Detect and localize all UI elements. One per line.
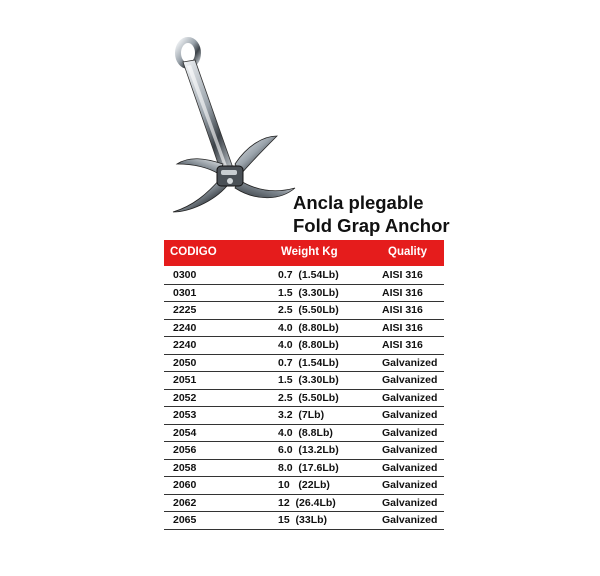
cell-quality: AISI 316 bbox=[382, 339, 423, 351]
header-weight: Weight Kg bbox=[281, 246, 338, 258]
cell-code: 2054 bbox=[173, 426, 197, 439]
cell-quality: Galvanized bbox=[382, 409, 438, 421]
cell-code: 2060 bbox=[173, 479, 197, 491]
cell-weight: 15 (33Lb) bbox=[278, 514, 328, 526]
header-codigo: CODIGO bbox=[170, 246, 217, 258]
cell-quality: Galvanized bbox=[382, 514, 438, 526]
cell-code: 2050 bbox=[173, 356, 197, 369]
table-row bbox=[164, 337, 444, 355]
cell-quality: Galvanized bbox=[382, 356, 438, 369]
cell-quality: Galvanized bbox=[382, 496, 438, 509]
product-title-spanish: Ancla plegable bbox=[293, 192, 424, 213]
cell-code: 0300 bbox=[173, 269, 197, 281]
cell-quality: AISI 316 bbox=[382, 321, 423, 334]
header-quality: Quality bbox=[388, 246, 427, 258]
product-title bbox=[293, 191, 450, 237]
cell-weight: 1.5 (3.30Lb) bbox=[278, 374, 339, 386]
table-row bbox=[164, 267, 444, 285]
cell-quality: Galvanized bbox=[382, 374, 438, 386]
table-row bbox=[164, 442, 444, 460]
table-row bbox=[164, 477, 444, 495]
cell-code: 2051 bbox=[173, 374, 197, 386]
cell-weight: 4.0 (8.80Lb) bbox=[278, 339, 339, 351]
cell-weight: 6.0 (13.2Lb) bbox=[278, 444, 339, 456]
cell-quality: AISI 316 bbox=[382, 286, 423, 299]
cell-weight: 0.7 (1.54Lb) bbox=[278, 356, 339, 369]
spec-table-body bbox=[164, 267, 444, 530]
table-header bbox=[164, 240, 444, 266]
cell-code: 0301 bbox=[173, 286, 197, 299]
cell-weight: 1.5 (3.30Lb) bbox=[278, 286, 339, 299]
cell-code: 2056 bbox=[173, 444, 197, 456]
cell-quality: AISI 316 bbox=[382, 269, 423, 281]
cell-code: 2062 bbox=[173, 496, 197, 509]
cell-code: 2240 bbox=[173, 339, 197, 351]
cell-weight: 3.2 (7Lb) bbox=[278, 409, 325, 421]
table-row bbox=[164, 460, 444, 478]
cell-quality: Galvanized bbox=[382, 461, 438, 474]
cell-code: 2058 bbox=[173, 461, 197, 474]
table-row bbox=[164, 425, 444, 443]
table-row bbox=[164, 320, 444, 338]
cell-quality: Galvanized bbox=[382, 426, 438, 439]
cell-weight: 8.0 (17.6Lb) bbox=[278, 461, 339, 474]
cell-weight: 12 (26.4Lb) bbox=[278, 496, 336, 509]
cell-code: 2053 bbox=[173, 409, 197, 421]
cell-code: 2240 bbox=[173, 321, 197, 334]
fold-grapnel-anchor-icon bbox=[155, 36, 305, 226]
cell-weight: 4.0 (8.8Lb) bbox=[278, 426, 333, 439]
cell-weight: 2.5 (5.50Lb) bbox=[278, 304, 339, 316]
cell-weight: 4.0 (8.80Lb) bbox=[278, 321, 339, 334]
table-row bbox=[164, 407, 444, 425]
table-row bbox=[164, 372, 444, 390]
cell-quality: Galvanized bbox=[382, 479, 438, 491]
table-row bbox=[164, 495, 444, 513]
cell-weight: 0.7 (1.54Lb) bbox=[278, 269, 339, 281]
table-row bbox=[164, 512, 444, 530]
cell-code: 2225 bbox=[173, 304, 197, 316]
table-row bbox=[164, 285, 444, 303]
table-row bbox=[164, 355, 444, 373]
cell-quality: AISI 316 bbox=[382, 304, 423, 316]
cell-quality: Galvanized bbox=[382, 391, 438, 404]
cell-code: 2065 bbox=[173, 514, 197, 526]
table-row bbox=[164, 302, 444, 320]
table-row bbox=[164, 390, 444, 408]
cell-weight: 10 (22Lb) bbox=[278, 479, 330, 491]
product-title-english: Fold Grap Anchor bbox=[293, 215, 450, 236]
cell-quality: Galvanized bbox=[382, 444, 438, 456]
cell-weight: 2.5 (5.50Lb) bbox=[278, 391, 339, 404]
cell-code: 2052 bbox=[173, 391, 197, 404]
